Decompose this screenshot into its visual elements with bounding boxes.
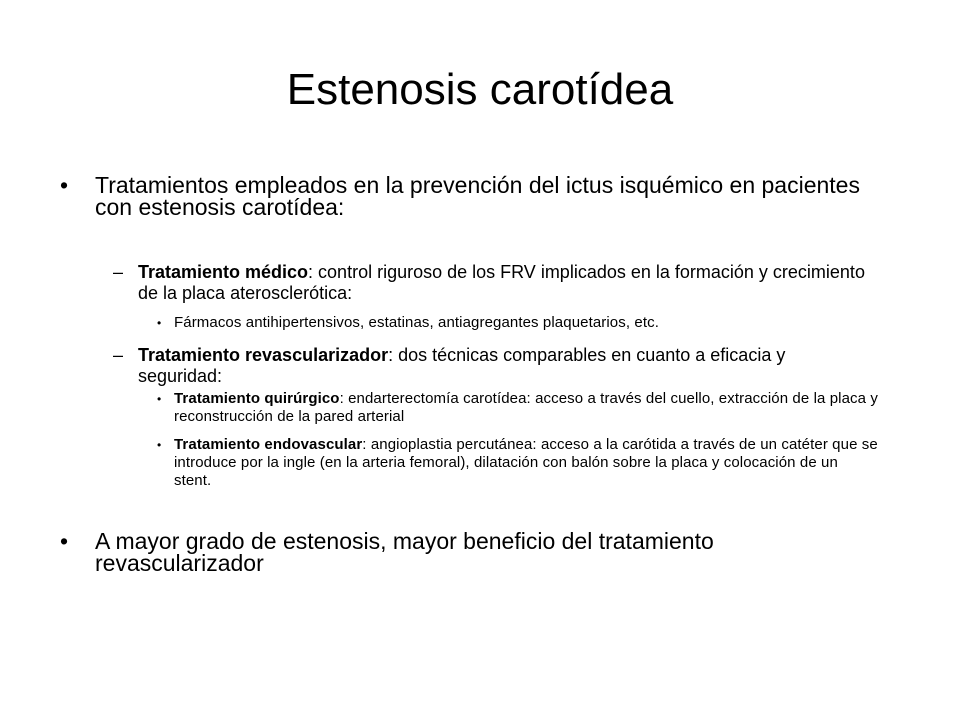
sub-sub-bullet-text — [174, 390, 879, 426]
sub-sub-bullet-label: Tratamiento endovascular — [174, 436, 363, 453]
sub-bullet-marker: • — [157, 316, 162, 330]
sub-sub-bullet-body: : endarterectomía carotídea: acceso a través del cuello, extracción de la placa y reconstrucción de la pared arterial — [174, 390, 878, 425]
sub-bullet-body: : control riguroso de los FRV implicados en la formación y crecimiento de la placa aterosclerótica: — [138, 262, 865, 303]
sub-bullet-marker: • — [157, 438, 162, 452]
dash-marker: – — [113, 262, 124, 282]
bullet-marker: • — [60, 528, 69, 554]
sub-bullet-body: : dos técnicas comparables en cuanto a eficacia y seguridad: — [138, 345, 786, 386]
sub-bullet-text — [138, 262, 873, 304]
sub-sub-bullet-body: : angioplastia percutánea: acceso a la carótida a través de un catéter que se introduce por la ingle (en la arteria femoral), dilatación con balón sobre la placa y colocación de un stent. — [174, 436, 878, 489]
dash-marker: – — [113, 345, 124, 365]
sub-bullet-marker: • — [157, 392, 162, 406]
sub-bullet-label: Tratamiento médico — [138, 262, 309, 282]
sub-sub-bullet-text — [174, 436, 879, 490]
bullet-marker: • — [60, 172, 69, 198]
bullet-text: A mayor grado de estenosis, mayor beneficio del tratamiento revascularizador — [95, 528, 714, 576]
slide-title: Estenosis carotídea — [286, 65, 674, 114]
sub-sub-bullet-label: Tratamiento quirúrgico — [174, 390, 340, 407]
bullet-text: Tratamientos empleados en la prevención del ictus isquémico en pacientes con estenosis carotídea: — [95, 172, 860, 220]
sub-bullet-label: Tratamiento revascularizador — [138, 345, 389, 365]
sub-bullet-text — [138, 345, 873, 387]
sub-sub-bullet-text: Fármacos antihipertensivos, estatinas, antiagregantes plaquetarios, etc. — [174, 314, 659, 331]
